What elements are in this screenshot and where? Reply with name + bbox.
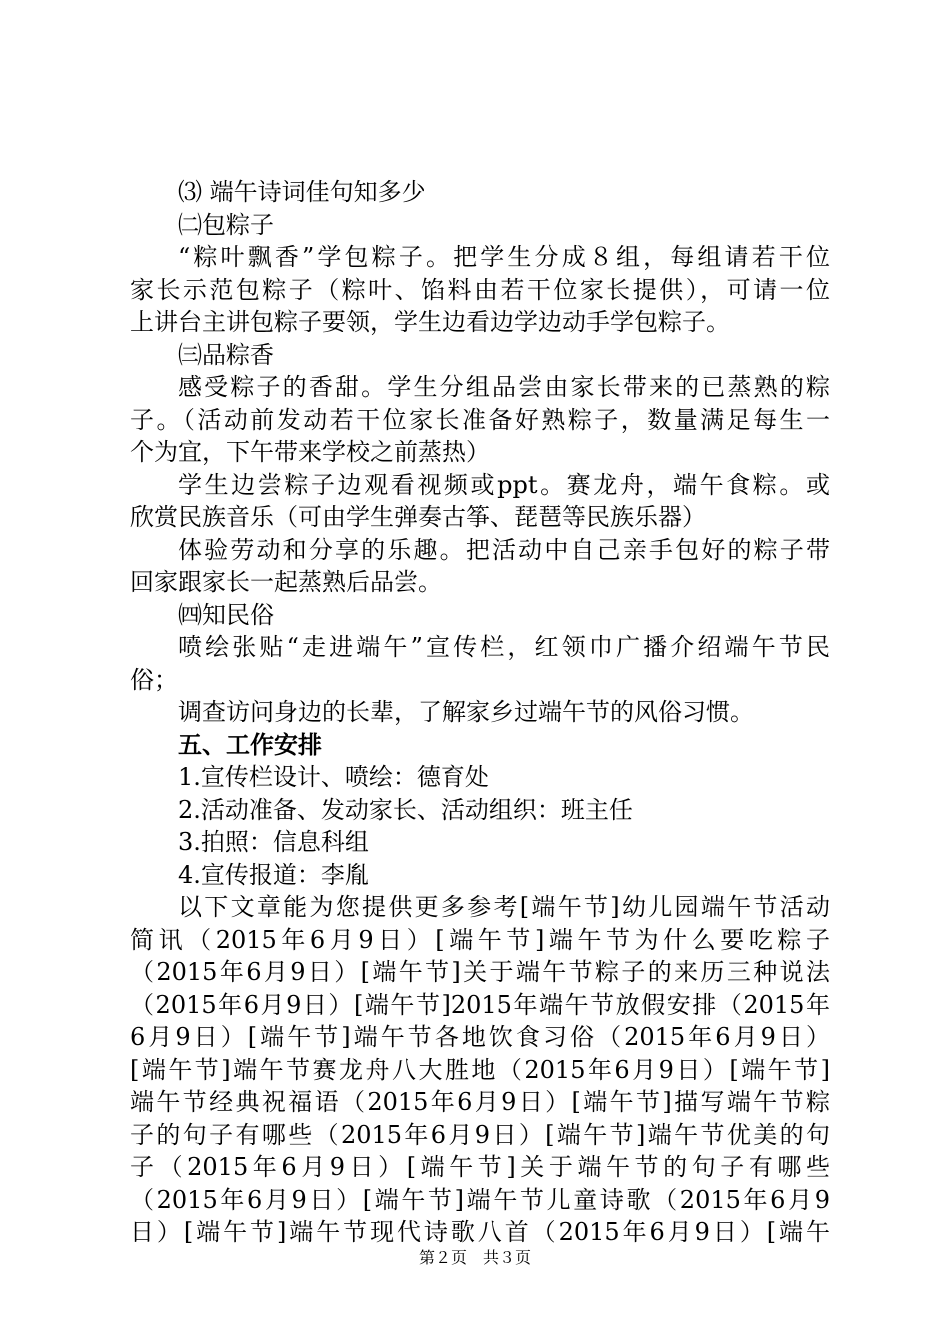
text-line: 欣赏民族音乐（可由学生弹奏古筝、琵琶等民族乐器） xyxy=(130,503,706,531)
text-line: （2015年6月9日）[端午节]关于端午节粽子的来历三种说法 xyxy=(130,958,830,986)
text-line: 子。（活动前发动若干位家长准备好熟粽子，数量满足每生一 xyxy=(130,405,830,434)
page-footer: 第２页 共３页 xyxy=(418,1248,531,1267)
text-line: 喷绘张贴“走进端午”宣传栏，红领巾广播介绍端午节民 xyxy=(178,633,830,661)
text-line: 日）[端午节]端午节现代诗歌八首（2015年6月9日）[端午 xyxy=(130,1218,830,1246)
text-line: 上讲台主讲包粽子要领，学生边看边学边动手学包粽子。 xyxy=(130,308,730,336)
text-line: 体验劳动和分享的乐趣。把活动中自己亲手包好的粽子带 xyxy=(178,535,830,564)
text-line: 4.宣传报道：李胤 xyxy=(178,860,369,889)
text-line: 学生边尝粽子边观看视频或ppt。赛龙舟，端午食粽。或 xyxy=(178,470,830,499)
text-line: （2015年6月9日）[端午节]2015年端午节放假安排（2015年 xyxy=(130,990,830,1019)
text-line: 个为宜，下午带来学校之前蒸热） xyxy=(130,438,490,466)
text-line: 回家跟家长一起蒸熟后品尝。 xyxy=(130,568,442,596)
text-line: ㈢品粽香 xyxy=(178,340,274,369)
text-line: 子的句子有哪些（2015年6月9日）[端午节]端午节优美的句 xyxy=(130,1120,830,1149)
text-line: 俗； xyxy=(130,665,178,694)
text-line: 简讯（2015年6月9日）[端午节]端午节为什么要吃粽子 xyxy=(130,925,830,954)
text-line: 调查访问身边的长辈，了解家乡过端午节的风俗习惯。 xyxy=(178,698,754,726)
text-line: 端午节经典祝福语（2015年6月9日）[端午节]描写端午节粽 xyxy=(130,1088,830,1116)
text-line: 1.宣传栏设计、喷绘：德育处 xyxy=(178,763,489,791)
text-line: （2015年6月9日）[端午节]端午节儿童诗歌（2015年6月9 xyxy=(130,1185,830,1214)
document-body xyxy=(130,176,830,1249)
text-line: “粽叶飘香”学包粽子。把学生分成８组，每组请若干位 xyxy=(178,243,830,271)
text-line: 感受粽子的香甜。学生分组品尝由家长带来的已蒸熟的粽 xyxy=(178,373,830,401)
text-line: 子（2015年6月9日）[端午节]关于端午节的句子有哪些 xyxy=(130,1153,830,1181)
text-line: [端午节]端午节赛龙舟八大胜地（2015年6月9日）[端午节] xyxy=(130,1055,830,1084)
text-line: ⑶ 端午诗词佳句知多少 xyxy=(178,178,426,206)
text-line: 3.拍照：信息科组 xyxy=(178,828,369,856)
text-line: 家长示范包粽子（粽叶、馅料由若干位家长提供），可请一位 xyxy=(130,275,830,304)
text-line: 以下文章能为您提供更多参考[端午节]幼儿园端午节活动 xyxy=(178,893,830,921)
text-line: 2.活动准备、发动家长、活动组织：班主任 xyxy=(178,795,633,824)
text-line: 五、工作安排 xyxy=(178,730,322,759)
text-line: 6月9日）[端午节]端午节各地饮食习俗（2015年6月9日） xyxy=(130,1023,830,1051)
text-line: ㈣知民俗 xyxy=(178,600,274,629)
text-line: ㈡包粽子 xyxy=(178,210,274,239)
